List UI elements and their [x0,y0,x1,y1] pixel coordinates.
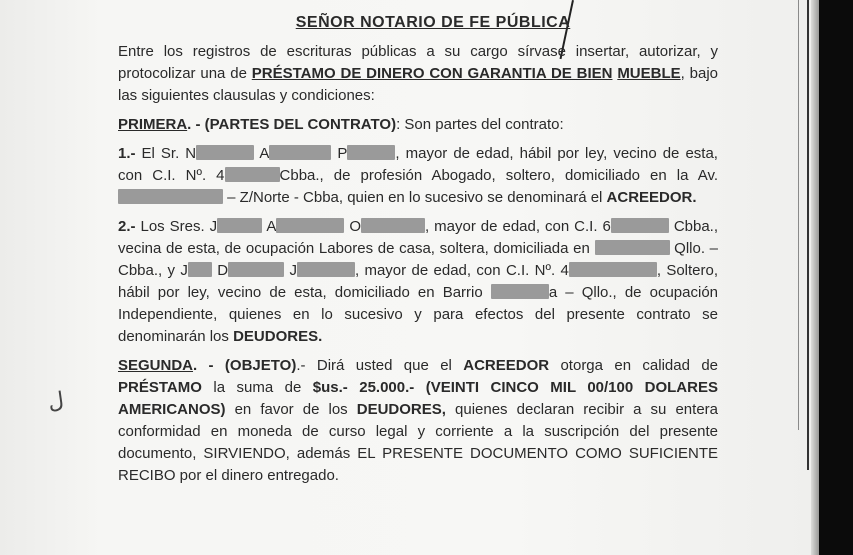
page-edge-shadow [811,0,819,555]
redaction [361,218,425,233]
clause-text: .- Dirá usted que el [296,357,464,374]
clause-text: otorga en calidad de [549,357,719,374]
clause-heading: . - (PARTES DEL CONTRATO) [187,116,397,133]
party-text: Los Sres. J [140,218,218,235]
clause-text: conformidad en moneda de curso legal y corriente a la suscripción del presente [118,423,718,440]
redaction [269,145,331,160]
party-text: Qllo. – Cbba., y J [118,240,718,279]
redaction [276,218,344,233]
clause-bold: ACREEDOR [463,357,550,374]
party-text: , mayor de edad, con C.I. 6 [425,218,611,235]
clause-text: en favor de los [225,401,357,418]
redaction [569,262,657,277]
party-2-paragraph [118,216,718,348]
party-text: El Sr. N [141,145,197,162]
dark-background-edge [819,0,853,555]
redaction [217,218,262,233]
redaction [225,167,280,182]
party-1-paragraph [118,143,718,209]
redaction [118,189,223,204]
document-text [118,12,718,487]
party-text: efectos del presente contrato se denominarán los [118,306,718,345]
party-text: P [331,145,348,162]
party-text: esta, con C.I. Nº. 4 [118,145,718,184]
loan-amount: $us.- 25.000.- (VEINTI CINCO MIL 00/100 DOLARES [312,379,718,396]
clause-primera [118,114,718,136]
party-text: , mayor de edad, hábil por ley, vecino de [395,145,680,162]
party-text: A [262,218,277,235]
party-text: Nº. 4 [534,262,569,279]
party-text: J [284,262,297,279]
redaction [228,262,284,277]
document-title: SEÑOR NOTARIO DE FE PÚBLICA [295,14,571,31]
clause-text: : Son partes del contrato: [396,116,564,133]
clause-segunda [118,355,718,487]
redaction [347,145,395,160]
redaction [595,240,670,255]
contract-type: PRÉSTAMO DE DINERO CON GARANTIA DE BIEN [251,65,613,82]
clause-text: SUFICIENTE RECIBO por el dinero entregado. [118,445,718,484]
contract-type-end: MUEBLE [617,65,681,82]
clause-text: quienes declaran recibir a su entera [445,401,718,418]
party-text: , Soltero, hábil por ley, vecino de esta, domiciliado en Barrio [118,262,719,301]
party-text: Cbba., vecina de esta, de ocupación Labores de casa, soltera, domiciliada en [118,218,719,257]
clause-label: SEGUNDA [118,357,194,374]
redaction [297,262,355,277]
clause-bold: PRÉSTAMO [118,379,202,396]
clause-text: la suma de [201,379,313,396]
clause-text: documento, SIRVIENDO, además EL PRESENTE DOCUMENTO COMO [118,445,622,462]
clause-heading: . - (OBJETO) [193,357,297,374]
party-text: – Z/Norte - Cbba, quien en lo sucesivo se denominará el [223,189,603,206]
item-number: 1.- [118,145,142,162]
clause-label: PRIMERA [118,116,188,133]
party-text: a – Qllo., de ocupación Independiente, quienes en lo sucesivo y para [118,284,718,323]
scan-line [798,0,799,430]
acreedor-label: ACREEDOR. [606,189,697,206]
party-text: A [254,145,270,162]
intro-line-3: , bajo las siguientes clausulas y condiciones: [118,65,719,104]
party-text: D [211,262,229,279]
redaction [196,145,254,160]
party-text: Av. [697,167,719,184]
item-number: 2.- [118,218,141,235]
party-text: O [344,218,361,235]
loan-amount-end: AMERICANOS) [118,401,226,418]
intro-paragraph [118,41,718,107]
deudores-label: DEUDORES. [233,328,323,345]
party-text: , mayor de edad, con C.I. [354,262,530,279]
party-text: Cbba., de profesión Abogado, soltero, domiciliado en la [279,167,689,184]
redaction [188,262,212,277]
redaction [491,284,549,299]
clause-bold: DEUDORES, [356,401,446,418]
margin-line [807,0,809,470]
intro-line-2: protocolizar una de [118,65,252,82]
margin-handwriting: ﻝ [46,387,66,414]
intro-line-1: Entre los registros de escrituras públicas a su cargo sírvase insertar, autorizar, y [118,43,718,60]
redaction [611,218,669,233]
